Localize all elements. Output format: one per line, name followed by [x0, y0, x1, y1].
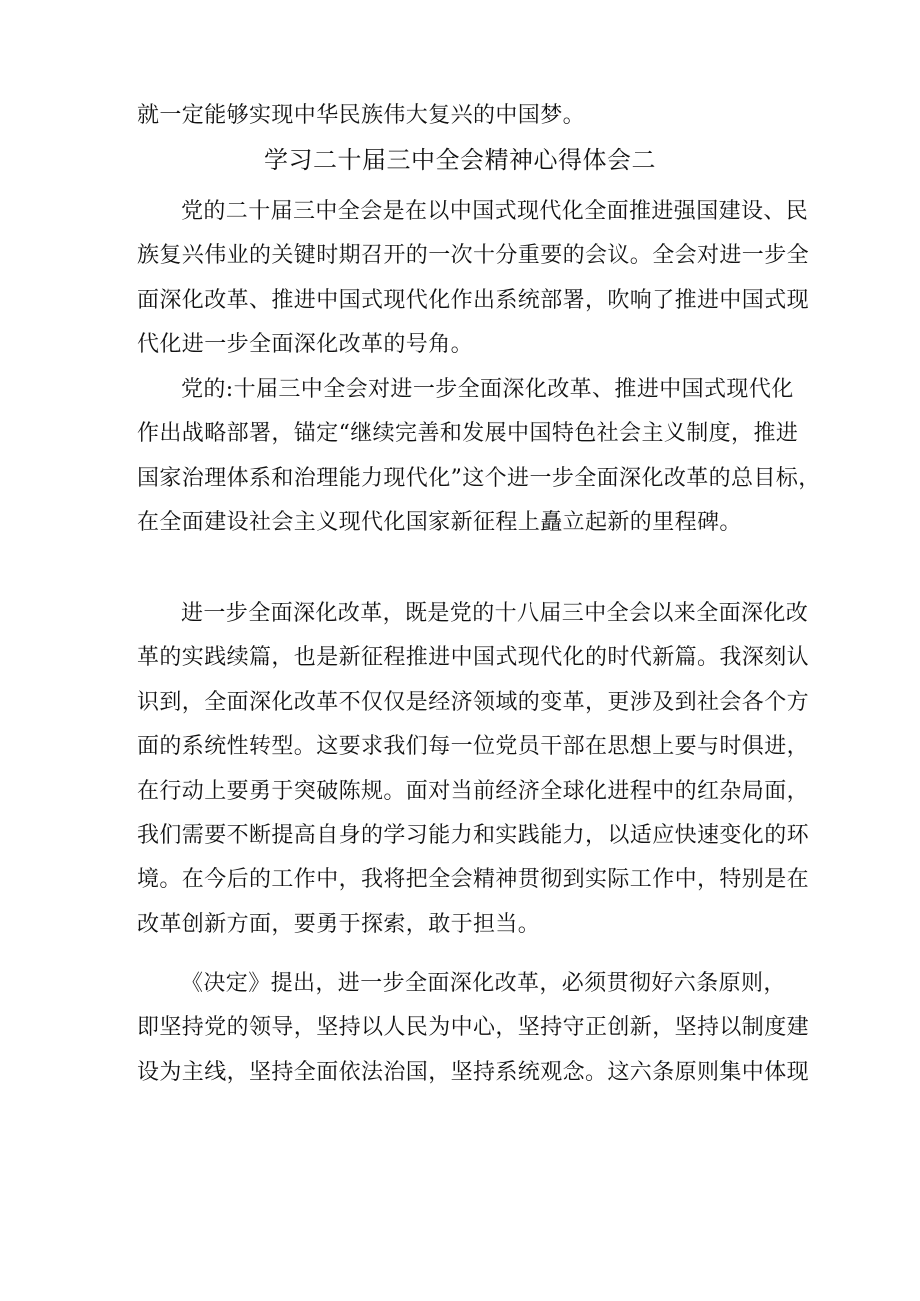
text-line: 境。在今后的工作中，我将把全会精神贯彻到实际工作中，特别是在 — [137, 867, 810, 893]
paragraph-1 — [137, 190, 810, 368]
text-line: 进一步全面深化改革，既是党的十八届三中全会以来全面深化改 — [181, 601, 809, 626]
paragraph-4 — [137, 962, 810, 1095]
text-line: 就一定能够实现中华民族伟大复兴的中国梦。 — [137, 103, 586, 128]
text-line: 我们需要不断提高自身的学习能力和实践能力，以适应快速变化的环 — [137, 822, 810, 848]
text-line: 国家治理体系和治理能力现代化”这个进一步全面深化改革的总目标， — [137, 465, 821, 491]
paragraph-3 — [137, 592, 810, 947]
document-title: 学习二十届三中全会精神心得体会二 — [264, 146, 656, 174]
paragraph-continuation — [137, 94, 777, 138]
text-line: 面的系统性转型。这要求我们每一位党员干部在思想上要与时俱进， — [137, 734, 810, 760]
text-line: 党的:十届三中全会对进一步全面深化改革、推进中国式现代化 — [181, 377, 794, 402]
text-line: 族复兴伟业的关键时期召开的一次十分重要的会议。全会对进一步全 — [137, 243, 810, 269]
text-line: 《决定》提出，进一步全面深化改革，必须贯彻好六条原则， — [181, 971, 786, 996]
text-line: 改革创新方面，要勇于探索，敢于担当。 — [137, 911, 541, 937]
text-line: 作出战略部署，锚定“继续完善和发展中国特色社会主义制度，推进 — [137, 421, 799, 447]
text-line: 在行动上要勇于突破陈规。面对当前经济全球化进程中的红杂局面， — [137, 778, 810, 804]
text-line: 识到，全面深化改革不仅仅是经济领域的变革，更涉及到社会各个方 — [137, 689, 810, 715]
text-line: 代化进一步全面深化改革的号角。 — [137, 332, 474, 358]
text-line: 面深化改革、推进中国式现代化作出系统部署，吹响了推进中国式现 — [137, 287, 810, 313]
text-line: 即坚持党的领导，坚持以人民为中心，坚持守正创新，坚持以制度建 — [137, 1015, 810, 1041]
text-line: 党的二十届三中全会是在以中国式现代化全面推进强国建设、民 — [181, 199, 809, 224]
paragraph-2 — [137, 368, 821, 546]
text-line: 革的实践续篇，也是新征程推进中国式现代化的时代新篇。我深刻认 — [137, 645, 810, 671]
text-line: 设为主线，坚持全面依法治国，坚持系统观念。这六条原则集中体现 — [137, 1059, 810, 1085]
text-line: 在全面建设社会主义现代化国家新征程上矗立起新的里程碑。 — [137, 510, 742, 536]
